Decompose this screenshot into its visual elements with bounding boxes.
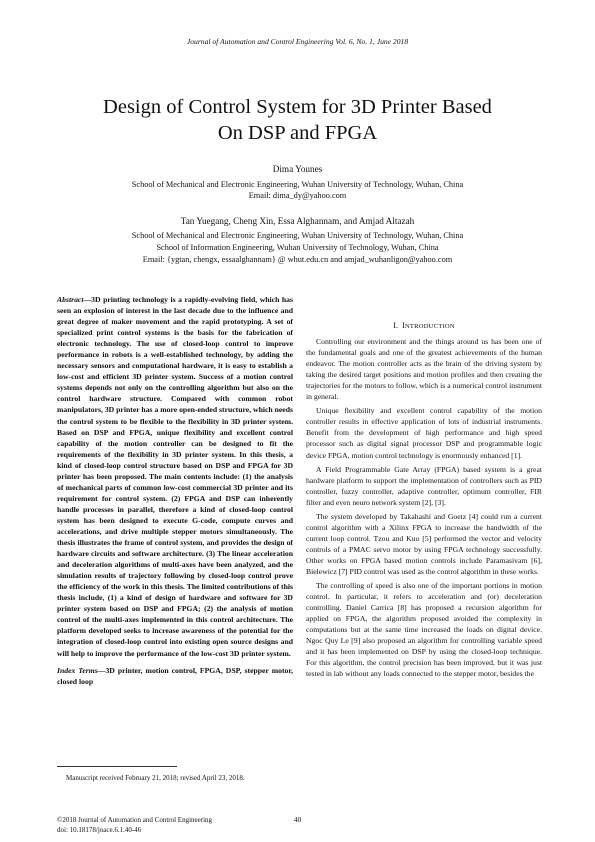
journal-header: Journal of Automation and Control Engineering Vol. 6, No. 1, June 2018	[186, 37, 409, 46]
abstract-lead: Abstract	[57, 295, 84, 304]
index-terms-lead: Index Terms	[57, 665, 98, 675]
intro-paragraph: The system developed by Takahashi and Goetz [4] could run a current control algorithm with a Xilinx FPGA to increase the bandwidth of the current loop control. Tzou and Kuo [5] performed the vector and velocity controls of a PMAC servo motor by using FPGA technology successfully. Other works on FPGA based motion controls include Paramasivam [6], Bielewicz [7] PID control was used as the control algorithm in these works.	[306, 511, 542, 576]
title-line-1: Design of Control System for 3D Printer Based	[103, 96, 492, 118]
intro-paragraph: A Field Programmable Gate Array (FPGA) based system is a great hardware platform to support the implementation of controllers such as PID controller, fuzzy controller, adaptive controller, optimum controller, FIR filter and even neuro network system [2], [3].	[306, 464, 542, 507]
author-affiliation-coauthors-1: School of Mechanical and Electronic Engineering, Wuhan University of Technology, Wuhan, China	[131, 231, 464, 241]
intro-paragraph: The controlling of speed is also one of the important portions in motion control. In particular, it refers to acceleration and (or) deceleration controlling. Daniel Carrica [8] has proposed a recursion algorithm for applied on FPGA, the algorithm proposed avoided the complexity in computations but at the same time increased the loads on digital device. Ngoc Quy Le [9] also proposed an algorithm for controlling variable speed and it has been implemented on DSP by using the closed-loop technique. For this algorithm, the control precision has been improved, but it was just tested in lab without any loads connected to the stepper motor, besides the	[306, 581, 542, 679]
intro-paragraph: Unique flexibility and excellent control capability of the motion controller results in effective application of lots of industrial instruments. Benefit from the development of high performance and high speed processor such as digital signal processor DSP and programmable logic device FPGA, motion control technology is enormously enhanced [1].	[306, 406, 542, 460]
author-affiliation-primary: School of Mechanical and Electronic Engineering, Wuhan University of Technology, Wuhan, China	[131, 179, 464, 189]
right-column	[306, 294, 542, 679]
author-names-coauthors: Tan Yuegang, Cheng Xin, Essa Alghannam, and Amjad Altazah	[180, 215, 415, 226]
paper-title	[40, 94, 555, 146]
index-terms-text: —3D printer, motion control, FPGA, DSP, stepper motor, closed loop	[57, 665, 294, 686]
author-block	[40, 164, 555, 265]
abstract-text: —3D printing technology is a rapidly-evolving field, which has seen an explosion of interest in the last decade due to the influence and great degree of maker movement and the rapid prototyping. A set of specialized print control systems is the basis for the fabrication of electronic technology. The use of closed-loop control to improve performance in robots is a well-established technology, by adding the necessary sensors and computational hardware, it is easy to establish a low-cost and efficient 3D printer system. Success of a motion control systems depends not only on the controlling algorithm but also on the control hardware structure. Compared with common robot manipulators, 3D printer has a more open-ended structure, which needs the control system to be flexible to the flexibility in 3D printer system. Based on DSP and FPGA, unique flexibility and excellent control capability of the motion controller can be designed to fit the requirements of the flexibility in 3D printer system. In this thesis, a kind of closed-loop control structure based on DSP and FPGA for 3D printer has been proposed. The main contents include: (1) the analysis of mechanical parts of common low-cost commercial 3D printer and its requirement for control system. (2) FPGA and DSP can inherently handle processes in parallel, therefore a kind of closed-loop control system has been designed to execute G-code, compute curves and accelerations, and drive multiple stepper motors simultaneously. The thesis illustrates the frame of control system, and provides the design of hardware circuits and software architecture. (3) The linear acceleration and deceleration algorithms of multi-axes have been analyzed, and the simulation results of trajectory following by closed-loop control prove the efficiency of the work in this thesis. The limited contributions of this thesis include, (1) a kind of design of hardware and software for 3D printer system based on DSP and FPGA; (2) the analysis of motion control of the multi-axes implemented in this control architecture. The platform developed seeks to increase awareness of the potential for the integration of closed-loop control into existing open source designs and will help to improve the performance of the low-cost 3D printer system.	[57, 295, 293, 658]
footer-doi: doi: 10.18178/joace.6.1.40-46	[57, 826, 142, 834]
author-name-primary: Dima Younes	[272, 164, 323, 174]
intro-paragraph: Controlling our environment and the things around us has been one of the fundamental goals and one of the greatest achievements of the human endeavor. The motion controller acts as the brain of the driving system by taking the desired target positions and motion profiles and then creating the trajectories for the motors to follow, which is a numerical control instrument in general.	[306, 337, 542, 402]
footer-copyright: ©2018 Journal of Automation and Control Engineering	[57, 816, 213, 824]
section-heading-first-letter: I	[402, 321, 405, 330]
section-heading-rest: NTRODUCTION	[404, 323, 455, 330]
manuscript-footnote: Manuscript received February 21, 2018; revised April 23, 2018.	[66, 774, 245, 782]
author-email-coauthors: Email: {ygtan, chengx, essaalghannam} @ whut.edu.cn and amjad_wuhanligon@yahoo.com	[142, 254, 453, 264]
section-number: I.	[393, 321, 399, 330]
index-terms	[57, 665, 293, 687]
abstract	[57, 294, 293, 659]
title-line-2: On DSP and FPGA	[217, 122, 378, 144]
footnote-divider	[57, 766, 177, 767]
author-affiliation-coauthors-2: School of Information Engineering, Wuhan University of Technology, Wuhan, China	[156, 242, 439, 252]
author-email-primary: Email: dima_dy@yahoo.com	[248, 191, 347, 201]
left-column	[57, 294, 293, 687]
page-number: 40	[293, 815, 302, 824]
section-heading-introduction	[306, 320, 542, 332]
